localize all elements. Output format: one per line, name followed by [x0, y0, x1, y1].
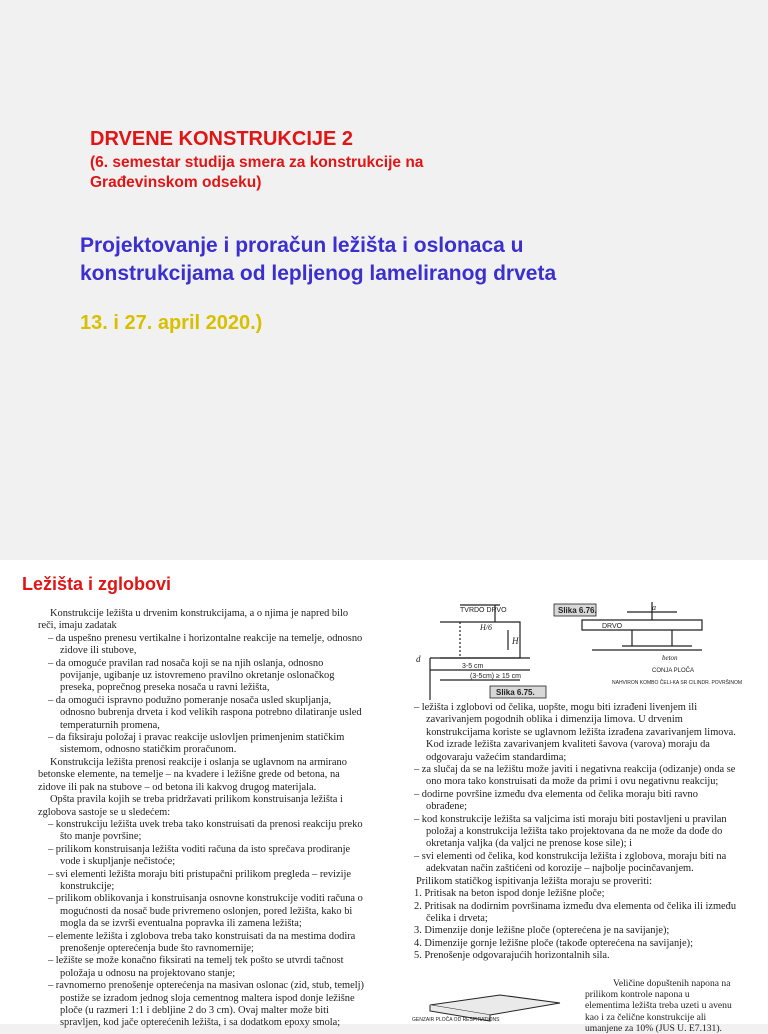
- label-conja-ploca: CONJA PLOČA: [652, 668, 695, 674]
- label-donja-ploca: GENZAIR PLOČA OD RESPIRATIONS: [412, 1017, 500, 1023]
- list-item: – konstrukciju ležišta uvek treba tako konstruisati da prenosi reakciju preko što manje površine;: [48, 818, 363, 843]
- label-tvrdo-drvo: TVRDO DRVO: [460, 607, 507, 614]
- list-item: 2. Pritisak na dodirnim površinama između dva elementa od čelika ili između čelika i drveta;: [414, 900, 737, 924]
- list-item: – da fiksiraju položaj i pravac reakcije uslovljen primenjenim statičkim sistemom, odnosno statičkim proračunom.: [48, 732, 345, 756]
- bottom-note: Veličine dopuštenih napona na prilikom kontrole napona u elementima ležišta treba uzeti u avenu kao i za čelične konstrukcije ali umanjene za 10% (JUS U. E7.131).: [585, 978, 732, 1034]
- course-title: DRVENE KONSTRUKCIJE 2: [90, 128, 354, 150]
- list-item: – prilikom konstruisanja ležišta voditi računa da isto sprečava prodiranje vode i skupljanje nečistoće;: [48, 843, 351, 868]
- list-item: – da omoguće pravilan rad nosača koji se na njih oslanja, odnosno povijanje, ugibanje uz istovremeno pravilno okretanje oslonačkog preseka, poprečnog preseka nosača u ravni ležišta,: [48, 657, 335, 694]
- list-item: 5. Prenošenje odgovarajućih horizontalnih sila.: [414, 950, 610, 962]
- list-item: – kod konstrukcije ležišta sa valjcima isti moraju biti postavljeni u pravilan položaj a konstrukcija ležišta tako projektovana da ne može da dođe do okretanja valjka (da valjci ne prenose kose sile); i: [414, 813, 727, 850]
- list-item: – ravnomerno prenošenje opterećenja na masivan oslonac (zid, stub, temelj) postiže se izradom jednog sloja cementnog maltera ispod donje ležišne ploče (u razmeri 1:1 i debljine 2 do 3 cm). Ovaj malter može biti spravljen, kod jače opterećenih ležišta, i sa dodatkom epoxy smola;: [48, 980, 364, 1029]
- paragraph: Prilikom statičkog ispitivanja ležišta moraju se proveriti:: [416, 875, 653, 887]
- label-drvo: DRVO: [602, 623, 623, 630]
- paragraph: Konstrukcije ležišta u drvenim konstrukcijama, a o njima je napred bilo reči, imaju zadatak: [38, 608, 349, 632]
- lecture-topic: Projektovanje i proračun ležišta i oslonaca u konstrukcijama od lepljenog lameliranog drveta: [80, 234, 557, 285]
- section-title: Ležišta i zglobovi: [22, 574, 172, 594]
- list-item: 4. Dimenzije gornje ležišne ploče (takođe opterećena na savijanje);: [414, 937, 693, 949]
- list-item: – za slučaj da se na ležištu može javiti i negativna reakcija (odizanje) onda se ono mora tako konstruisati da može da primi i ovu negativnu reakciju;: [414, 764, 736, 788]
- label-a: a: [652, 603, 656, 612]
- paragraph: Konstrukcija ležišta prenosi reakcije i oslanja se uglavnom na armirano betonske elemente, na temelje – na kvadere i ležišne grede od betona, na zidove ili pak na stubove – od betona ili kakvog drugog materijala.: [38, 756, 347, 793]
- list-item: 3. Dimenzije donje ležišne ploče (opterećena je na savijanje);: [414, 925, 670, 937]
- label-dim1: 3-5 cm: [462, 663, 484, 670]
- label-beton: beton: [662, 654, 678, 662]
- list-item: 1. Pritisak na beton ispod donje ležišne ploče;: [414, 888, 605, 900]
- right-text-column: [404, 702, 740, 963]
- course-subtitle: (6. semestar studija smera za konstrukcije na Građevinskom odseku): [90, 154, 424, 191]
- left-text-column: [38, 608, 364, 1030]
- list-item: – elemente ležišta i zglobova treba tako konstruisati da na mestima dodira prenošenje opterećenja bude što ravnomernije;: [48, 930, 356, 954]
- list-item: – ležište se može konačno fiksirati na temelj tek pošto se utvrdi tačnost položaja u odnosu na projektovano stanje;: [48, 955, 344, 979]
- list-item: – prilikom oblikovanja i konstruisanja osnovne konstrukcije voditi računa o mogućnosti da nosač bude privremeno oslonjen, pored ležišta, kako bi mogla da se izvrši eventualna popravka ili zamena ležišta;: [48, 893, 363, 930]
- figure-6-75: [400, 600, 550, 700]
- list-item: – da uspešno prenesu vertikalne i horizontalne reakcije na temelje, odnosno zidove ili stubove,: [48, 632, 363, 657]
- label-slika-676: Slika 6.76.: [558, 606, 597, 615]
- list-item: – svi elementi od čelika, kod konstrukcija ležišta i zglobova, moraju biti na adekvatan način zaštićeni od korozije – najbolje pocinčavanjem.: [414, 850, 727, 875]
- list-item: – dodirne površine između dva elementa od čelika moraju biti ravno obrađene;: [414, 788, 698, 813]
- slide-content: [0, 560, 768, 1034]
- list-item: – svi elementi ležišta moraju biti pristupačni prilikom pregleda – revizije konstrukcije;: [48, 868, 351, 892]
- figure-bearing-plate: [410, 985, 590, 1025]
- label-h: H: [512, 636, 519, 646]
- list-item: – da omogući ispravno podužno pomeranje nosača usled skupljanja, odnosno bubrenja drveta i kod velikih raspona potrebno dilatiranje usled temperaturnih promena,: [48, 694, 362, 731]
- label-d: d: [416, 654, 421, 664]
- label-kombo: NAHVIRON KOMBO ČELI-KA SR CILINDR. POVRŠINOM: [612, 680, 743, 686]
- paragraph: Opšta pravila kojih se treba pridržavati prilikom konstruisanja ležišta i zglobova sastoje se u sledećem:: [38, 794, 343, 818]
- list-item: – ležišta i zglobovi od čelika, uopšte, mogu biti izrađeni livenjem ili zavarivanjem pogodnih oblika i dimenzija limova. U drvenim konstrukcijama koriste se uglavnom ležišta izrađena zavarivanjem limova. Kod izrade ležišta zavarivanjem kvaliteti šavova (varova) moraju da odgovaraju važećim standardima;: [414, 702, 736, 763]
- label-slika-675: Slika 6.75.: [496, 688, 535, 697]
- figure-6-76: [552, 600, 743, 700]
- label-dim2: (3-5cm) ≥ 15 cm: [470, 673, 521, 680]
- lecture-date: 13. i 27. april 2020.): [80, 312, 263, 334]
- label-h6: H/6: [480, 623, 492, 632]
